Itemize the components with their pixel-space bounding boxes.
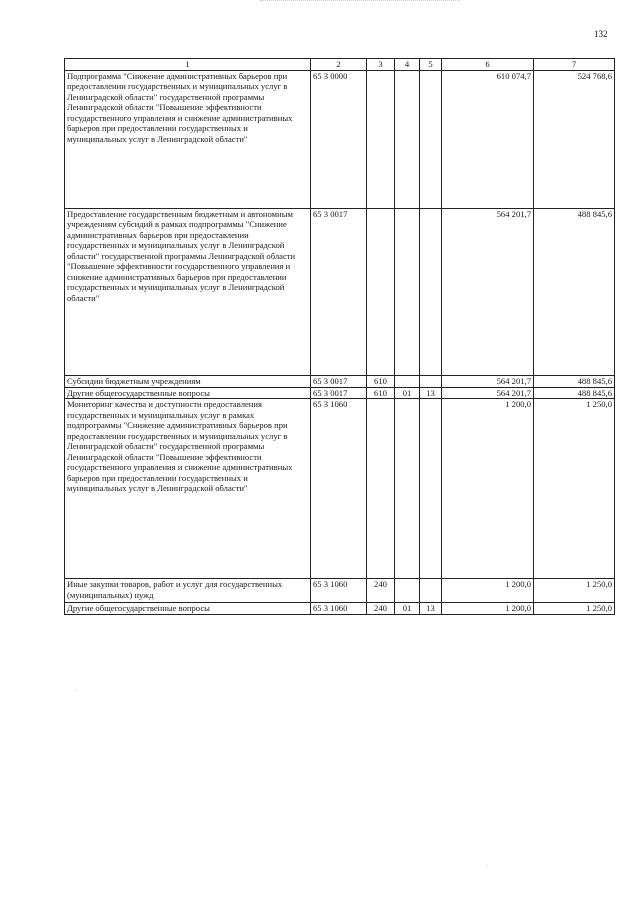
row-value-7: 488 845,6 (534, 387, 615, 399)
row-name: Предоставление государственным бюджетным и автономным учреждениям субсидий в рамках подпрограммы "Снижение административных барьеров при предоставлении государственных и муниципальных услуг в Ленинградской области" государственной программы Ленинградской области "Повышение эффективности государственного управления и снижение административных барьеров при предоставлении государственных и муниципальных услуг в Ленинградской области" (65, 208, 311, 375)
row-name: Субсидии бюджетным учреждениям (65, 375, 311, 387)
row-col3 (367, 208, 395, 375)
row-value-7: 1 250,0 (534, 399, 615, 579)
row-value-6: 564 201,7 (442, 208, 534, 375)
row-value-6: 564 201,7 (442, 375, 534, 387)
row-col3: 610 (367, 387, 395, 399)
row-name: Другие общегосударственные вопросы (65, 387, 311, 399)
table-row (65, 603, 615, 615)
row-value-7: 1 250,0 (534, 603, 615, 615)
row-name: Подпрограмма "Снижение административных барьеров при предоставлении государственных и муниципальных услуг в Ленинградской области" государственной программы Ленинградской области "Повышение эффективности государственного управления и снижение административных барьеров при предоставлении государственных и муниципальных услуг в Ленинградской области" (65, 70, 311, 208)
row-value-6: 1 200,0 (442, 603, 534, 615)
row-code: 65 3 0017 (311, 387, 367, 399)
column-header: 2 (311, 59, 367, 71)
row-col4: 01 (395, 603, 420, 615)
scan-speck (75, 690, 76, 691)
row-value-7: 1 250,0 (534, 579, 615, 603)
row-code: 65 3 0017 (311, 208, 367, 375)
row-col5 (420, 70, 442, 208)
table-row (65, 375, 615, 387)
table-row (65, 70, 615, 208)
page-number: 132 (594, 29, 608, 39)
row-col5 (420, 579, 442, 603)
row-col5: 13 (420, 387, 442, 399)
table-row (65, 399, 615, 579)
column-header: 3 (367, 59, 395, 71)
row-code: 65 3 1060 (311, 603, 367, 615)
row-col4 (395, 208, 420, 375)
column-header: 6 (442, 59, 534, 71)
row-name: Другие общегосударственные вопросы (65, 603, 311, 615)
column-header: 1 (65, 59, 311, 71)
row-value-6: 610 074,7 (442, 70, 534, 208)
row-col5: 13 (420, 603, 442, 615)
row-value-7: 524 768,6 (534, 70, 615, 208)
table-row (65, 208, 615, 375)
row-col5 (420, 399, 442, 579)
row-col5 (420, 375, 442, 387)
row-name: Иные закупки товаров, работ и услуг для государственных (муниципальных) нужд (65, 579, 311, 603)
row-value-6: 1 200,0 (442, 399, 534, 579)
scan-speck (487, 865, 488, 866)
row-code: 65 3 1060 (311, 399, 367, 579)
row-value-7: 488 845,6 (534, 208, 615, 375)
row-value-7: 488 845,6 (534, 375, 615, 387)
row-col3: 610 (367, 375, 395, 387)
row-col4 (395, 399, 420, 579)
row-col3 (367, 70, 395, 208)
row-col4 (395, 70, 420, 208)
column-header: 5 (420, 59, 442, 71)
row-code: 65 3 0000 (311, 70, 367, 208)
table-header-row (65, 59, 615, 71)
row-code: 65 3 1060 (311, 579, 367, 603)
row-name: Мониторинг качества и доступности предоставления государственных и муниципальных услуг в рамках подпрограммы "Снижение административных барьеров при предоставлении государственных и муниципальных услуг в Ленинградской области" государственной программы Ленинградской области "Повышение эффективности государственного управления и снижение административных барьеров при предоставлении государственных и муниципальных услуг в Ленинградской области" (65, 399, 311, 579)
budget-table (64, 58, 615, 615)
column-header: 4 (395, 59, 420, 71)
row-col3: 240 (367, 603, 395, 615)
row-col3 (367, 399, 395, 579)
row-col4 (395, 375, 420, 387)
row-col3: 240 (367, 579, 395, 603)
row-col5 (420, 208, 442, 375)
row-value-6: 564 201,7 (442, 387, 534, 399)
row-col4: 01 (395, 387, 420, 399)
table-row (65, 579, 615, 603)
table-row (65, 387, 615, 399)
row-code: 65 3 0017 (311, 375, 367, 387)
row-value-6: 1 200,0 (442, 579, 534, 603)
row-col4 (395, 579, 420, 603)
scan-artifact (260, 0, 460, 7)
column-header: 7 (534, 59, 615, 71)
